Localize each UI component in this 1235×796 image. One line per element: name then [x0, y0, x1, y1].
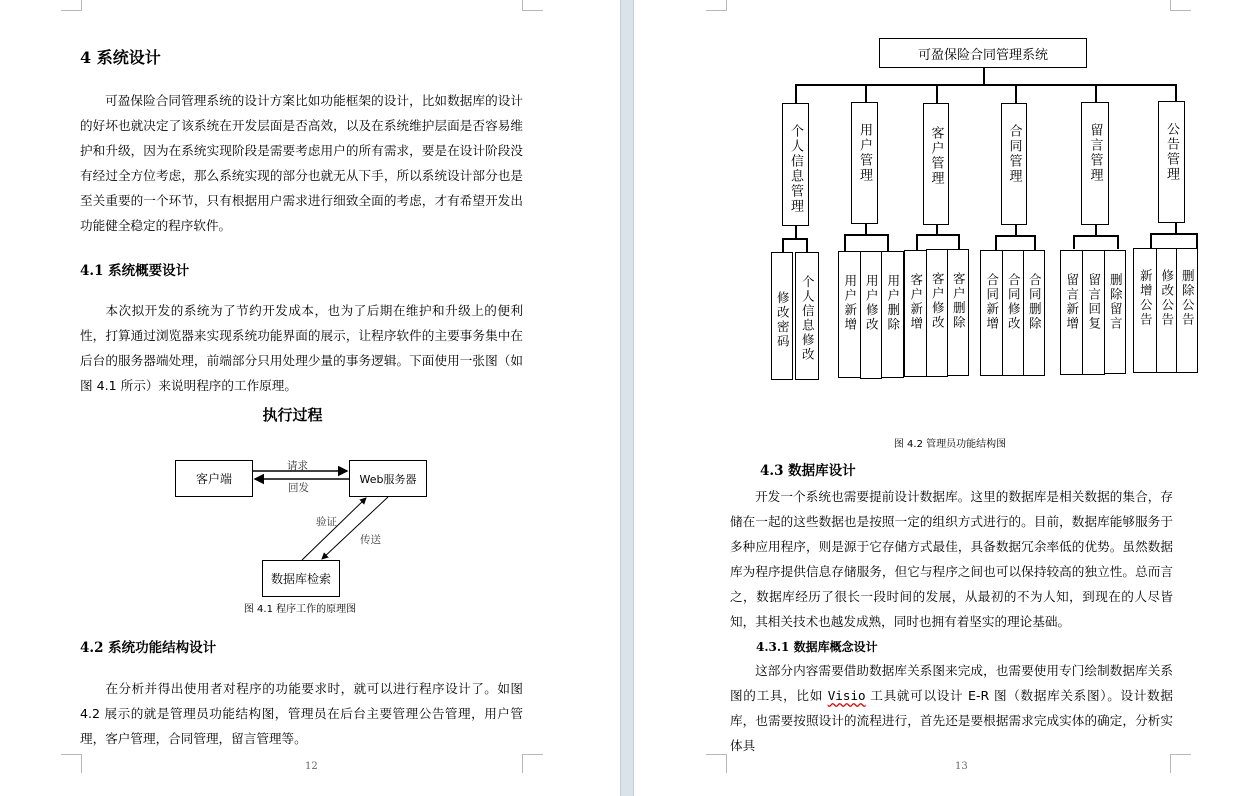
crop-mark-bottom-left [61, 754, 82, 773]
leaf-contract-edit [1002, 250, 1024, 376]
leaf-contract-delete [1023, 250, 1045, 376]
module-contract-management [1001, 103, 1027, 225]
leaf-label: 客户删除 [951, 272, 967, 330]
leaf-label: 留言新增 [1064, 273, 1080, 331]
leaf-notice-delete [1176, 248, 1198, 373]
leaf-notice-edit [1156, 248, 1177, 373]
figure-title: 执行过程 [262, 406, 323, 424]
section-4-3-1-text-part2: 工具就可以设计 E-R 图（数据库关系图）。设计数据库，也需要按照设计的流程进行，首先还是要根据需求完成实体的确定，分析实体具 [730, 688, 1173, 753]
leaf-customer-delete [947, 249, 969, 376]
crop-mark-bottom-right [1170, 754, 1191, 773]
document-page-13 [634, 0, 1235, 796]
crop-mark-bottom-right [522, 754, 543, 773]
module-customer-management [923, 103, 949, 225]
root-node: 可盈保险合同管理系统 [879, 38, 1087, 68]
leaf-label: 合同删除 [1027, 273, 1043, 331]
module-label: 留言管理 [1087, 123, 1103, 183]
section-4-3-1-paragraph [730, 658, 1173, 758]
leaf-label: 用户修改 [864, 274, 880, 332]
leaf-user-add [838, 251, 861, 378]
figure-4-2-caption: 图 4.2 管理员功能结构图 [893, 439, 1007, 450]
section-4-3-paragraph-text: 开发一个系统也需要提前设计数据库。这里的数据库是相关数据的集合，存储在一起的这些数据也是按照一定的组织方式进行的。目前，数据库能够服务于多种应用程序，则是源于它存储方式最佳，具备数据冗余率低的优势。虽然数据库为程序提供信息存储服务，但它与程序之间也可以保持较高的独立性。总而言之，数据库经历了很长一段时间的发展，从最初的不为人知，到现在的人尽皆知，其相关技术也越发成熟，同时也拥有着坚实的理论基础。 [730, 489, 1173, 629]
module-label: 个人信息管理 [788, 124, 803, 214]
leaf-customer-edit [926, 249, 948, 377]
leaf-label: 用户新增 [842, 274, 858, 332]
section-4-2-paragraph [80, 676, 523, 751]
leaf-user-edit [860, 251, 882, 379]
module-notice-management [1158, 101, 1185, 223]
module-label: 客户管理 [928, 126, 944, 186]
leaf-label: 留言回复 [1086, 273, 1102, 331]
leaf-message-add [1060, 250, 1083, 375]
module-label: 用户管理 [857, 123, 872, 183]
leaf-label: 删除公告 [1180, 269, 1196, 327]
module-personal-info [782, 103, 809, 226]
figure-4-1-caption: 图 4.1 程序工作的原理图 [243, 604, 357, 615]
section-heading-4-1: 4.1 系统概要设计 [80, 263, 190, 279]
leaf-message-delete [1104, 250, 1126, 374]
page-number: 12 [305, 761, 318, 772]
leaf-label: 合同修改 [1006, 273, 1022, 331]
leaf-label: 合同新增 [984, 273, 1000, 331]
chapter-heading: 4 系统设计 [80, 48, 161, 67]
intro-paragraph-text: 可盈保险合同管理系统的设计方案比如功能框架的设计，比如数据库的设计的好坏也就决定了该系统在开发层面是否高效，以及在系统维护层面是否容易维护和升级，因为在系统实现阶段是需要考虑用户的所有需求，要是在设计阶段没有经过全方位考虑，那么系统实现的部分也就无从下手，所以系统设计部分也是至关重要的一个环节，只有根据用户需求进行细致全面的考虑，才有希望开发出功能健全稳定的程序软件。 [80, 93, 523, 233]
section-4-1-paragraph-text: 本次拟开发的系统为了节约开发成本，也为了后期在维护和升级上的便利性，打算通过浏览器来实现系统功能界面的展示，让程序软件的主要事务集中在后台的服务器端处理，前端部分只用处理少量的事务逻辑。下面使用一张图（如图 4.1 所示）来说明程序的工作原理。 [80, 303, 523, 393]
module-message-management [1081, 102, 1109, 225]
page-gutter [620, 0, 634, 796]
leaf-label: 新增公告 [1138, 269, 1154, 327]
section-heading-4-2: 4.2 系统功能结构设计 [80, 640, 217, 656]
leaf-label: 修改公告 [1159, 269, 1175, 327]
leaf-label: 客户修改 [930, 272, 946, 330]
leaf-edit-personal-info [795, 252, 819, 380]
section-heading-4-3-1: 4.3.1 数据库概念设计 [756, 640, 878, 654]
section-heading-4-3: 4.3 数据库设计 [760, 463, 856, 479]
module-user-management [851, 102, 878, 224]
spellcheck-flagged-word[interactable]: Visio [827, 688, 866, 703]
reply-label: 回发 [288, 482, 309, 494]
leaf-user-delete [881, 251, 904, 378]
leaf-notice-add [1133, 248, 1157, 373]
crop-mark-bottom-left [706, 754, 727, 773]
leaf-label: 客户新增 [908, 273, 924, 331]
database-node: 数据库检索 [262, 560, 340, 597]
module-label: 公告管理 [1164, 122, 1179, 182]
client-node: 客户端 [175, 460, 253, 497]
verify-label: 验证 [316, 516, 337, 528]
leaf-message-reply [1082, 250, 1105, 375]
crop-mark-top-right [1170, 0, 1191, 11]
leaf-label: 用户删除 [885, 274, 901, 332]
section-4-3-paragraph [730, 484, 1173, 634]
leaf-label: 删除留言 [1108, 273, 1124, 331]
leaf-label: 个人信息修改 [800, 275, 816, 362]
section-4-3-1-text-part1: 这部分内容需要借助数据库关系图来完成，也需要使用专门绘制数据库关系图的工具，比如 [730, 663, 1173, 703]
leaf-change-password [771, 252, 793, 380]
crop-mark-top-left [706, 0, 727, 11]
leaf-contract-add [980, 250, 1003, 376]
request-label: 请求 [287, 460, 308, 472]
page-number: 13 [955, 761, 968, 772]
transfer-label: 传送 [360, 534, 381, 546]
module-label: 合同管理 [1006, 124, 1022, 184]
leaf-label: 修改密码 [775, 291, 791, 349]
leaf-customer-add [904, 250, 927, 377]
web-server-node: Web服务器 [349, 460, 427, 497]
section-4-2-paragraph-text: 在分析并得出使用者对程序的功能要求时，就可以进行程序设计了。如图 4.2 展示的就是管理员功能结构图，管理员在后台主要管理公告管理，用户管理，客户管理，合同管理，留言管理等。 [80, 681, 523, 746]
